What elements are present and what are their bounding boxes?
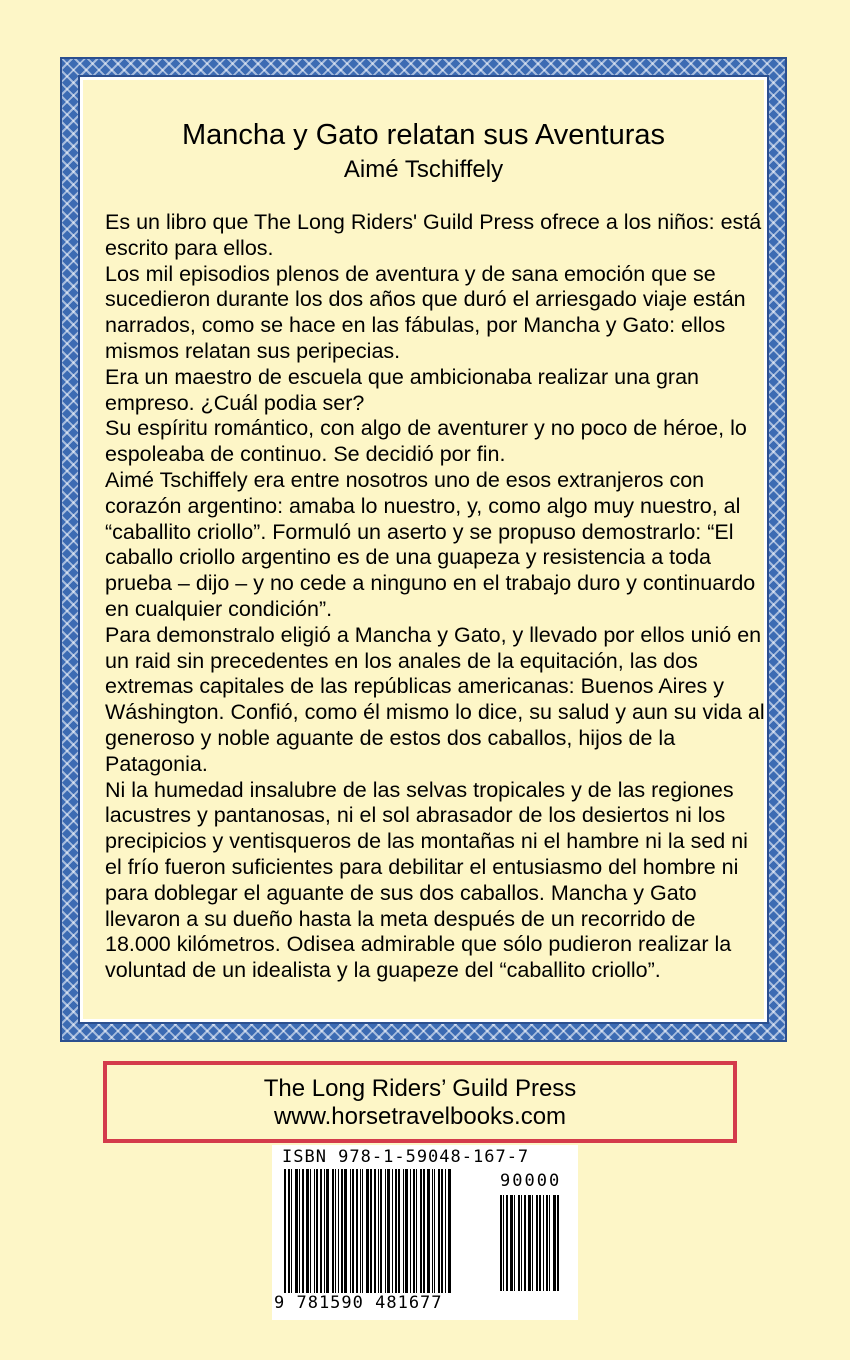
barcode-bar [378,1169,379,1293]
price-code: 90000 [500,1171,562,1191]
barcode-bar [423,1169,425,1293]
description-paragraph: Los mil episodios plenos de aventura y de sana emoción que se sucedieron durante los dos años que duró el arriesgado viaje están narrados, como se hace en las fábulas, por Mancha y Gato: ellos mismos relatan sus peripecias. [105,261,746,363]
barcode-bar [403,1169,404,1293]
description-paragraph: Su espíritu romántico, con algo de aventurer y no poco de héroe, lo espoleaba de continuo. Se decidió por fin. [105,416,747,467]
barcode-bar [405,1169,408,1293]
barcode-bar [539,1195,541,1291]
description-paragraph: Es un libro que The Long Riders' Guild Press ofrece a los niños: está escrito para ellos. [105,210,762,260]
barcode-bar [350,1169,351,1293]
barcode-bar [514,1195,515,1291]
barcode-bar [306,1169,309,1293]
celtic-knot-border [60,57,787,1042]
barcode-bar [335,1169,336,1293]
barcode-bar [320,1169,322,1293]
description-panel [80,77,767,1022]
barcode-bar [366,1169,369,1293]
barcode-bar [528,1195,531,1291]
book-author: Aimé Tschiffely [343,156,504,183]
barcode-bar [291,1169,292,1293]
barcode-bar [553,1195,556,1291]
barcode-bar [352,1169,354,1293]
barcode-bar [557,1195,559,1291]
barcode-bar [360,1169,361,1293]
publisher-box [103,1061,737,1143]
description-paragraph: Aimé Tschiffely era entre nosotros uno de esos extranjeros con corazón argentino: amaba lo nuestro, y, como algo muy nuestro, al “caballito criollo”. Formuló un aserto y se propuso demostrarlo: “El caballo criollo argentino es de una guapeza y resistencia a toda prueba – dijo – y no cede a ninguno en el trabajo duro y continuardo en cualquier condición”. [105,467,756,621]
barcode-bar [374,1169,376,1293]
barcode-bar [385,1169,386,1293]
isbn-barcode [272,1145,578,1320]
barcode-bar [416,1169,417,1293]
isbn-number: ISBN 978-1-59048-167-7 [282,1147,530,1167]
barcode-bar [356,1169,358,1293]
barcode-bar [532,1195,533,1291]
barcode-bar [445,1169,446,1293]
barcode-bar [362,1169,363,1293]
barcode-bar [392,1169,393,1293]
barcode-bar [438,1169,440,1293]
publisher-name: The Long Riders’ Guild Press [263,1075,577,1102]
barcode-bar [299,1169,300,1293]
barcode-bar [370,1169,372,1293]
ean-digits: 9 781590 481677 [274,1293,443,1313]
description-paragraph: Para demonstralo eligió a Mancha y Gato, y llevado por ellos unió en un raid sin precedentes en los anales de la equitación, las dos extremas capitales de las repúblicas americanas: Buenos Aires y Wáshington. Confió, como él mismo lo dice, su salud y aun su vida al generoso y noble aguante de estos dos caballos, hijos de la Patagonia. [105,622,765,776]
barcode-bar [380,1169,382,1293]
barcode-bar [302,1169,304,1293]
barcode-bar [510,1195,513,1291]
barcode-bar [518,1195,520,1291]
barcode-bar [410,1169,411,1293]
barcode-bar [500,1195,502,1291]
barcode-bar [543,1195,544,1291]
publisher-url: www.horsetravelbooks.com [273,1103,567,1130]
barcode-bar [295,1169,298,1293]
book-description [105,210,765,984]
book-title: Mancha y Gato relatan sus Aventuras [181,119,666,151]
barcode-bar [341,1169,343,1293]
barcode-bar [524,1195,526,1291]
barcode-bar [395,1169,397,1293]
barcode-bar [288,1169,290,1293]
barcode-bar [332,1169,334,1293]
description-paragraph: Era un maestro de escuela que ambicionaba realizar una gran empreso. ¿Cuál podia ser? [105,364,700,415]
barcode-bar [344,1169,347,1293]
barcode-bar [310,1169,311,1293]
barcode-bar [503,1195,504,1291]
barcode-bar [324,1169,325,1293]
barcode-bar [427,1169,430,1293]
barcode-bar [420,1169,422,1293]
description-paragraph: Ni la humedad insalubre de las selvas tropicales y de las regiones lacustres y pantanosas, ni el sol abrasador de los desiertos ni los precipicios y ventisqueros de las montañas ni el hambre ni la sed ni el frío fueron suficientes para debilitar el entusiasmo del hombre ni para doblegar el aguante de sus dos caballos. Mancha y Gato llevaron a su dueño hasta la meta después de un recorrido de 18.000 kilómetros. Odisea admirable que sólo pudieron realizar la voluntad de un idealista y la guapeze del “caballito criollo”. [105,777,748,983]
barcode-bar [448,1169,451,1293]
barcode-bar [549,1195,550,1291]
barcode-bar [536,1195,538,1291]
barcode-bar [506,1195,508,1291]
barcode-bar [521,1195,522,1291]
barcode-bar [434,1169,435,1293]
barcode-bar [432,1169,433,1293]
barcode-bar [546,1195,548,1291]
barcode-bar [326,1169,329,1293]
barcode-bar [284,1169,286,1293]
barcode-bar [441,1169,443,1293]
barcode-bar [314,1169,315,1293]
barcode-bar [387,1169,390,1293]
barcode-bar [398,1169,400,1293]
barcode-bar [338,1169,339,1293]
barcode-bar [413,1169,415,1293]
barcode-bar [316,1169,318,1293]
